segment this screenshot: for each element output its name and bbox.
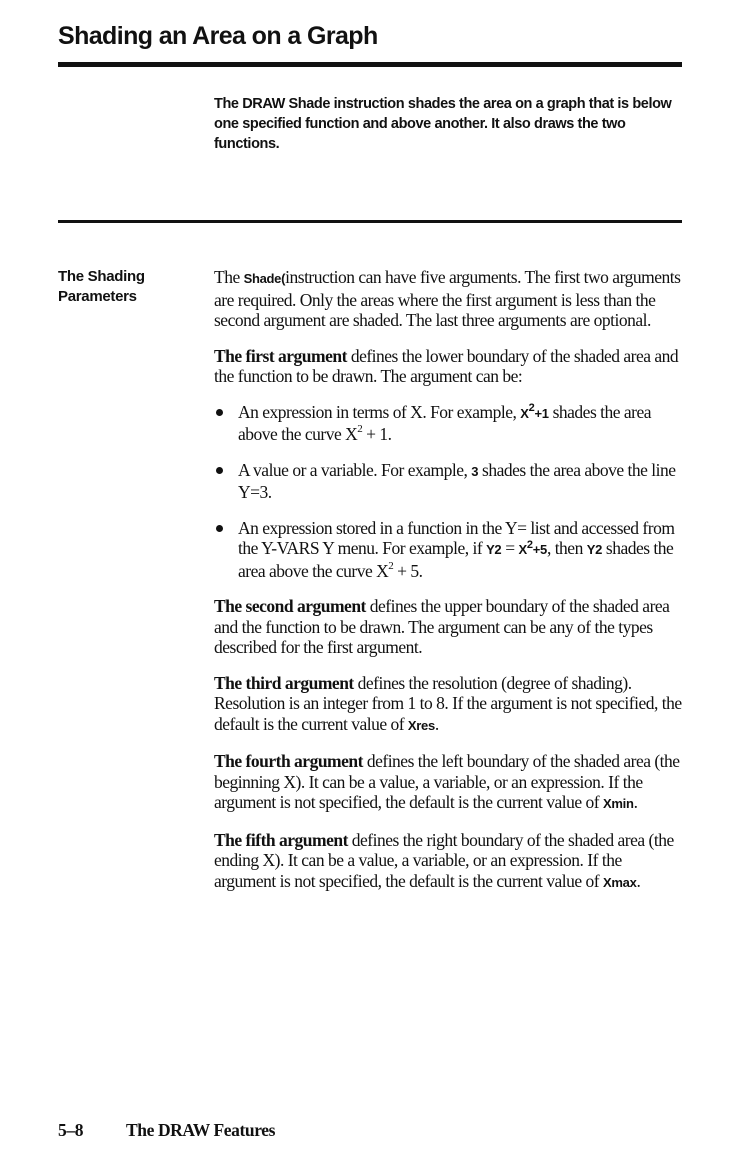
argument-types-list — [214, 402, 684, 582]
chapter-title: The DRAW Features — [126, 1120, 276, 1140]
first-argument-lead: The first argument — [214, 345, 347, 366]
section-heading-line2: Parameters — [58, 288, 137, 305]
third-argument-lead: The third argument — [214, 672, 354, 693]
section-heading-line1: The Shading — [58, 268, 145, 285]
list-item: An expression stored in a function in the Y= list and accessed from the Y-VARS Y menu. For example, if $Y2 = X^2+5$, then Y2 shades the area above the curve $X^2 + 5$. — [214, 518, 684, 582]
page-footer — [58, 1120, 275, 1141]
shade-command: Shade( — [243, 271, 286, 286]
intro-text: The DRAW Shade instruction shades the area on a graph that is below one specified function and above another. It also draws the two functions. — [214, 96, 672, 152]
paragraph-second-argument: The second argument defines the upper boundary of the shaded area and the function to be drawn. The argument can be any of the types described for the first argument. — [214, 596, 670, 657]
list-item: A value or a variable. For example, 3 shades the area above the line Y=3. — [214, 460, 684, 503]
section-divider — [58, 220, 682, 223]
second-argument-lead: The second argument — [214, 596, 366, 616]
page-number: 5–8 — [58, 1120, 84, 1140]
list-item: An expression in terms of X. For example, $X^2+1$ shades the area above the curve $X^2 + 1$. — [214, 402, 684, 445]
fifth-argument-lead: The fifth argument — [214, 829, 348, 850]
page-title: Shading an Area on a Graph — [58, 22, 378, 50]
fourth-argument-lead: The fourth argument — [214, 751, 363, 771]
body-column — [214, 267, 684, 908]
section-heading — [58, 267, 198, 307]
top-divider — [58, 62, 682, 67]
paragraph-first-argument: The first argument defines the lower boundary of the shaded area and the function to be drawn. The argument can be: — [214, 345, 679, 386]
paragraph-intro: The Shade(instruction can have five arguments. The first two arguments are required. Only the areas where the first argument is less than the second argument are shaded. The last three arguments are optional. — [214, 267, 681, 330]
paragraph-fifth-argument: The fifth argument defines the right boundary of the shaded area (the ending X). It can be a value, a variable, or an expression. If the argument is not specified, the default is the current value of Xmax. — [214, 829, 674, 891]
paragraph-third-argument: The third argument defines the resolution (degree of shading). Resolution is an integer from 1 to 8. If the argument is not specified, the default is the current value of Xres. — [214, 672, 682, 734]
paragraph-fourth-argument: The fourth argument defines the left boundary of the shaded area (the beginning X). It can be a value, a variable, or an expression. If the argument is not specified, the default is the current value of Xmin. — [214, 751, 680, 812]
